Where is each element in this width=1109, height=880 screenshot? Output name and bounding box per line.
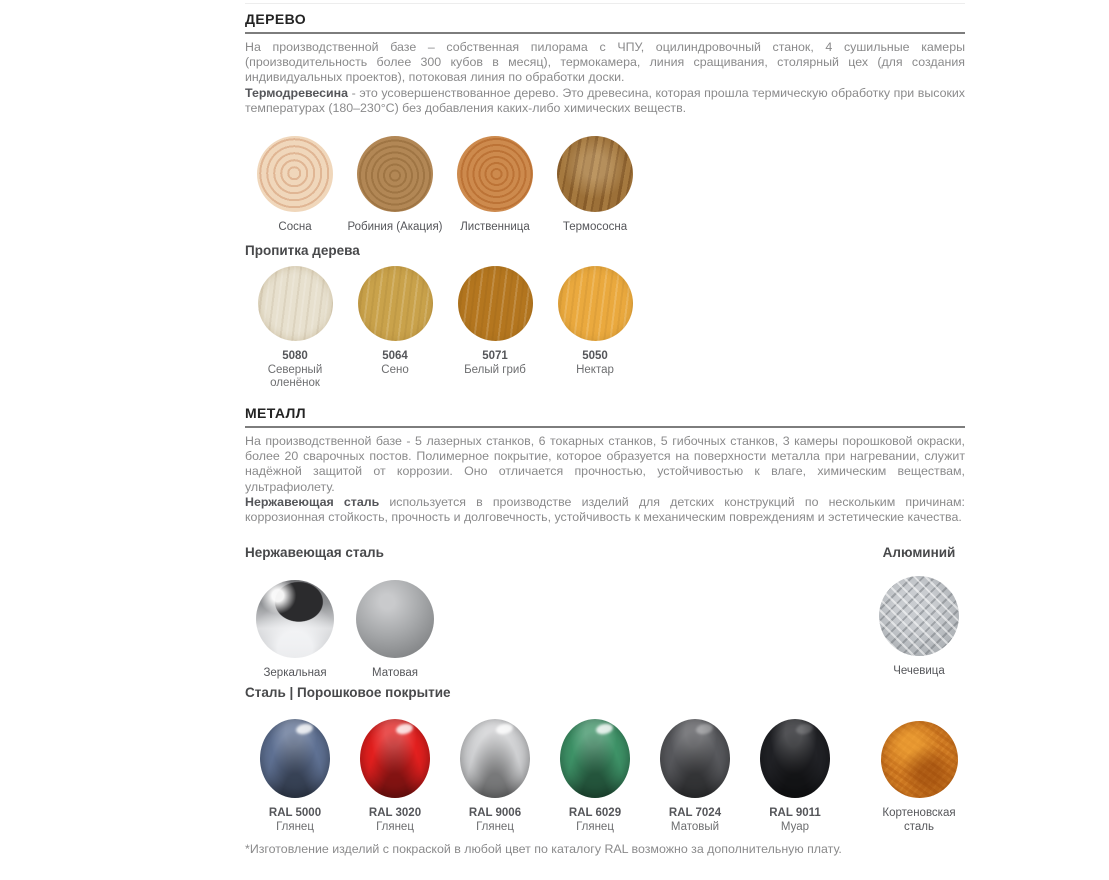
wood-section-header <box>245 11 965 34</box>
ral-finish: Муар <box>780 820 810 833</box>
powder-row <box>245 719 965 834</box>
color-name: Белый гриб <box>464 363 526 376</box>
section-title-metal: МЕТАЛЛ <box>245 405 306 421</box>
stainless-heading: Нержавеющая сталь <box>245 545 384 560</box>
gloss-highlight <box>496 722 515 736</box>
ral-code: RAL 9006 <box>468 807 522 819</box>
swatch-label <box>269 807 321 834</box>
metal-text-block <box>245 434 965 525</box>
larch-wood-slice-image <box>457 136 533 212</box>
ral-5000-sphere-image <box>260 719 330 798</box>
swatch-label: Робиния (Акация) <box>347 221 443 233</box>
swatch-ral-9011 <box>745 719 845 834</box>
swatch-label <box>464 350 526 377</box>
gloss-highlight <box>396 722 415 736</box>
color-code: 5080 <box>282 350 308 362</box>
swatch-ral-5000 <box>245 719 345 834</box>
swatch-larch <box>445 136 545 235</box>
top-divider <box>245 3 965 4</box>
ral-9006-sphere-image <box>460 719 530 798</box>
swatch-label: Сосна <box>278 221 312 233</box>
aluminum-checkerplate-image <box>879 576 959 656</box>
thermowood-text: - это усовершенствованное дерево. Это древесина, которая прошла термическую обработку при высоких температурах (180–230°С) без добавления каких-либо химических веществ. <box>245 85 965 115</box>
ral-finish: Глянец <box>576 820 614 833</box>
swatch-impregnation-5064 <box>345 266 445 391</box>
ral-code: RAL 6029 <box>568 807 622 819</box>
swatch-label: Чечевица <box>893 665 945 677</box>
swatch-ral-9006 <box>445 719 545 834</box>
swatch-label: Кортеновская сталь <box>882 807 956 833</box>
robinia-wood-slice-image <box>357 136 433 212</box>
corten-group <box>873 719 965 834</box>
ral-code: RAL 7024 <box>668 807 722 819</box>
thermowood-paragraph <box>245 86 965 116</box>
swatch-thermopine <box>545 136 645 235</box>
swatch-label <box>255 350 335 391</box>
metal-section-header <box>245 405 965 428</box>
corten-steel-texture-image <box>881 721 958 798</box>
ral-6029-sphere-image <box>560 719 630 798</box>
swatch-ral-3020 <box>345 719 445 834</box>
gloss-highlight <box>796 722 815 736</box>
swatch-label <box>469 807 521 834</box>
ral-finish: Глянец <box>476 820 514 833</box>
impregnation-color-circle <box>558 266 633 341</box>
swatch-label <box>381 350 408 377</box>
aluminum-heading: Алюминий <box>882 545 956 560</box>
impregnation-header <box>245 243 965 258</box>
swatch-ral-7024 <box>645 719 745 834</box>
gloss-highlight <box>596 722 615 736</box>
footnote-text: *Изготовление изделий с покраской в любой цвет по каталогу RAL возможно за дополнительную плату. <box>245 842 842 856</box>
thermowood-lead: Термодревесина <box>245 85 349 100</box>
footnote-block <box>245 842 965 856</box>
color-code: 5064 <box>382 350 408 362</box>
swatch-robinia <box>345 136 445 235</box>
stainless-lead: Нержавеющая сталь <box>245 494 380 509</box>
ral-3020-sphere-image <box>360 719 430 798</box>
color-name: Нектар <box>576 363 614 376</box>
metal-intro-paragraph: На производственной базе - 5 лазерных станков, 6 токарных станков, 5 гибочных станков, 3 камеры порошковой окраски, более 20 сварочных постов. Полимерное покрытие, которое образуется на поверхности металла при нагревании, служит надёжной защитой от коррозии. Оно отличается прочностью, устойчивостью к влаге, химическим веществам, ультрафиолету. <box>245 434 965 494</box>
swatch-impregnation-5071 <box>445 266 545 391</box>
swatch-impregnation-5080 <box>245 266 345 391</box>
mirror-steel-sphere-image <box>256 580 334 658</box>
swatch-label: Зеркальная <box>263 667 327 679</box>
color-name: Северный оленёнок <box>267 363 323 389</box>
pine-wood-slice-image <box>257 136 333 212</box>
stainless-group <box>245 545 445 681</box>
impregnation-row <box>245 266 965 391</box>
aluminum-group <box>873 545 965 679</box>
ral-9011-sphere-image <box>760 719 830 798</box>
ral-code: RAL 3020 <box>368 807 422 819</box>
swatch-mirror-steel <box>245 580 345 681</box>
gloss-highlight <box>696 722 715 736</box>
stainless-paragraph <box>245 495 965 525</box>
wood-title-rule <box>245 32 965 34</box>
ral-finish: Глянец <box>276 820 314 833</box>
wood-species-row <box>245 136 965 235</box>
metal-title-rule <box>245 426 965 428</box>
powder-heading: Сталь | Порошковое покрытие <box>245 685 451 700</box>
color-name: Сено <box>381 363 409 376</box>
swatch-label <box>769 807 821 834</box>
swatch-label: Термососна <box>562 221 628 233</box>
swatch-label <box>669 807 721 834</box>
swatch-label <box>576 350 614 377</box>
thermopine-wood-grain-image <box>557 136 633 212</box>
swatch-impregnation-5050 <box>545 266 645 391</box>
color-code: 5050 <box>582 350 608 362</box>
swatch-matte-steel <box>345 580 445 681</box>
ral-7024-sphere-image <box>660 719 730 798</box>
color-code: 5071 <box>482 350 508 362</box>
swatch-label <box>369 807 421 834</box>
wood-text-block <box>245 40 965 116</box>
ral-code: RAL 5000 <box>268 807 322 819</box>
impregnation-color-circle <box>258 266 333 341</box>
stainless-text: используется в производстве изделий для детских конструкций по нескольким причинам: коррозионная стойкость, прочность и долговечность, устойчивость к механическим повреждениям и эстетические качества. <box>245 494 965 525</box>
impregnation-heading: Пропитка дерева <box>245 243 360 258</box>
ral-code: RAL 9011 <box>769 807 821 819</box>
impregnation-color-circle <box>458 266 533 341</box>
ral-finish: Матовый <box>670 820 720 833</box>
swatch-ral-6029 <box>545 719 645 834</box>
gloss-highlight <box>296 722 315 736</box>
swatch-label <box>569 807 621 834</box>
section-title-wood: ДЕРЕВО <box>245 11 307 27</box>
page-content <box>245 0 965 880</box>
matte-steel-sphere-image <box>356 580 434 658</box>
powder-coating-section <box>245 685 965 834</box>
ral-finish: Глянец <box>376 820 414 833</box>
swatch-label: Лиственница <box>460 221 530 233</box>
impregnation-color-circle <box>358 266 433 341</box>
wood-intro-paragraph: На производственной базе – собственная пилорама с ЧПУ, оцилиндровочный станок, 4 сушильные камеры (производительность более 300 кубов в месяц), термокамера, линия сращивания, столярный цех (для создания индивидуальных проектов), потоковая линия по обработки доски. <box>245 40 965 85</box>
swatch-pine <box>245 136 345 235</box>
stainless-aluminum-row <box>245 545 965 681</box>
swatch-label: Матовая <box>372 667 418 679</box>
